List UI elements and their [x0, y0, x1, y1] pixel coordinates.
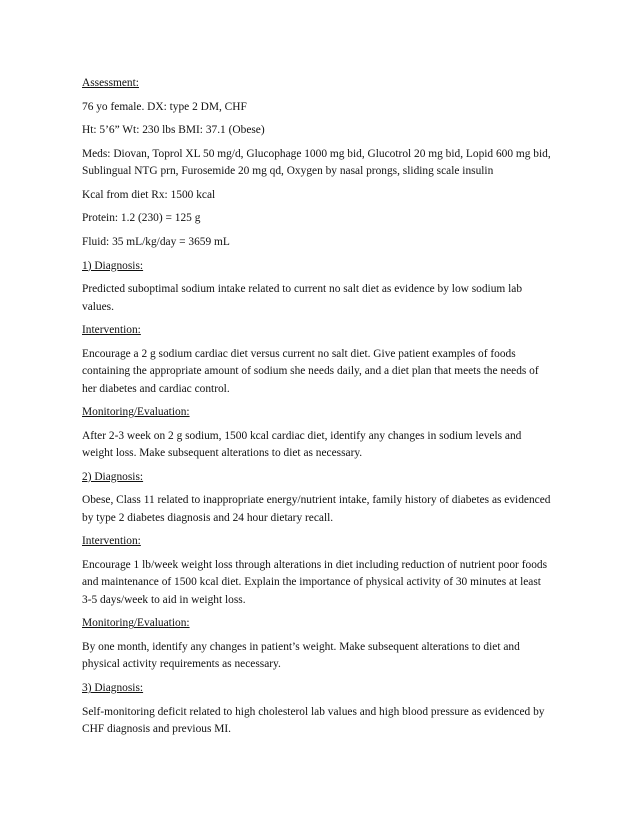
document-body	[82, 75, 552, 745]
paragraph: Predicted suboptimal sodium intake related to current no salt diet as evidence by low sodium lab values.	[82, 283, 523, 313]
section-heading: Monitoring/Evaluation:	[82, 617, 190, 630]
section-heading: Monitoring/Evaluation:	[82, 406, 190, 419]
section-heading: 1) Diagnosis:	[82, 259, 144, 272]
paragraph: Kcal from diet Rx: 1500 kcal	[82, 188, 216, 201]
paragraph: Protein: 1.2 (230) = 125 g	[82, 212, 201, 225]
section-heading: 3) Diagnosis:	[82, 681, 144, 694]
paragraph: After 2-3 week on 2 g sodium, 1500 kcal cardiac diet, identify any changes in sodium levels and weight loss. Make subsequent alterations to diet as necessary.	[82, 429, 522, 460]
section-heading: Intervention:	[82, 324, 141, 337]
section-heading: Assessment:	[82, 77, 139, 89]
paragraph: Ht: 5’6” Wt: 230 lbs BMI: 37.1 (Obese)	[82, 124, 265, 137]
paragraph: Self-monitoring deficit related to high cholesterol lab values and high blood pressure as evidenced by CHF diagnosis and previous MI.	[82, 705, 545, 735]
paragraph: By one month, identify any changes in patient’s weight. Make subsequent alterations to diet and physical activity requirements as necessary.	[82, 640, 520, 671]
paragraph: Encourage a 2 g sodium cardiac diet versus current no salt diet. Give patient examples of foods containing the appropriate amount of sodium she needs daily, and a diet plan that meets the needs of her diabetes and cardiac control.	[82, 347, 539, 395]
paragraph: Obese, Class 11 related to inappropriate energy/nutrient intake, family history of diabetes as evidenced by type 2 diabetes diagnosis and 24 hour dietary recall.	[82, 494, 551, 524]
paragraph: Encourage 1 lb/week weight loss through alterations in diet including reduction of nutrient poor foods and maintenance of 1500 kcal diet. Explain the importance of physical activity of 30 minutes at least 3-5 days/week to aid in weight loss.	[82, 558, 548, 606]
section-heading: 2) Diagnosis:	[82, 470, 144, 483]
paragraph: 76 yo female. DX: type 2 DM, CHF	[82, 100, 247, 113]
paragraph: Meds: Diovan, Toprol XL 50 mg/d, Glucophage 1000 mg bid, Glucotrol 20 mg bid, Lopid 600 mg bid, Sublingual NTG prn, Furosemide 20 mg qd, Oxygen by nasal prongs, sliding scale insulin	[82, 147, 551, 178]
section-heading: Intervention:	[82, 535, 141, 548]
paragraph: Fluid: 35 mL/kg/day = 3659 mL	[82, 235, 230, 248]
